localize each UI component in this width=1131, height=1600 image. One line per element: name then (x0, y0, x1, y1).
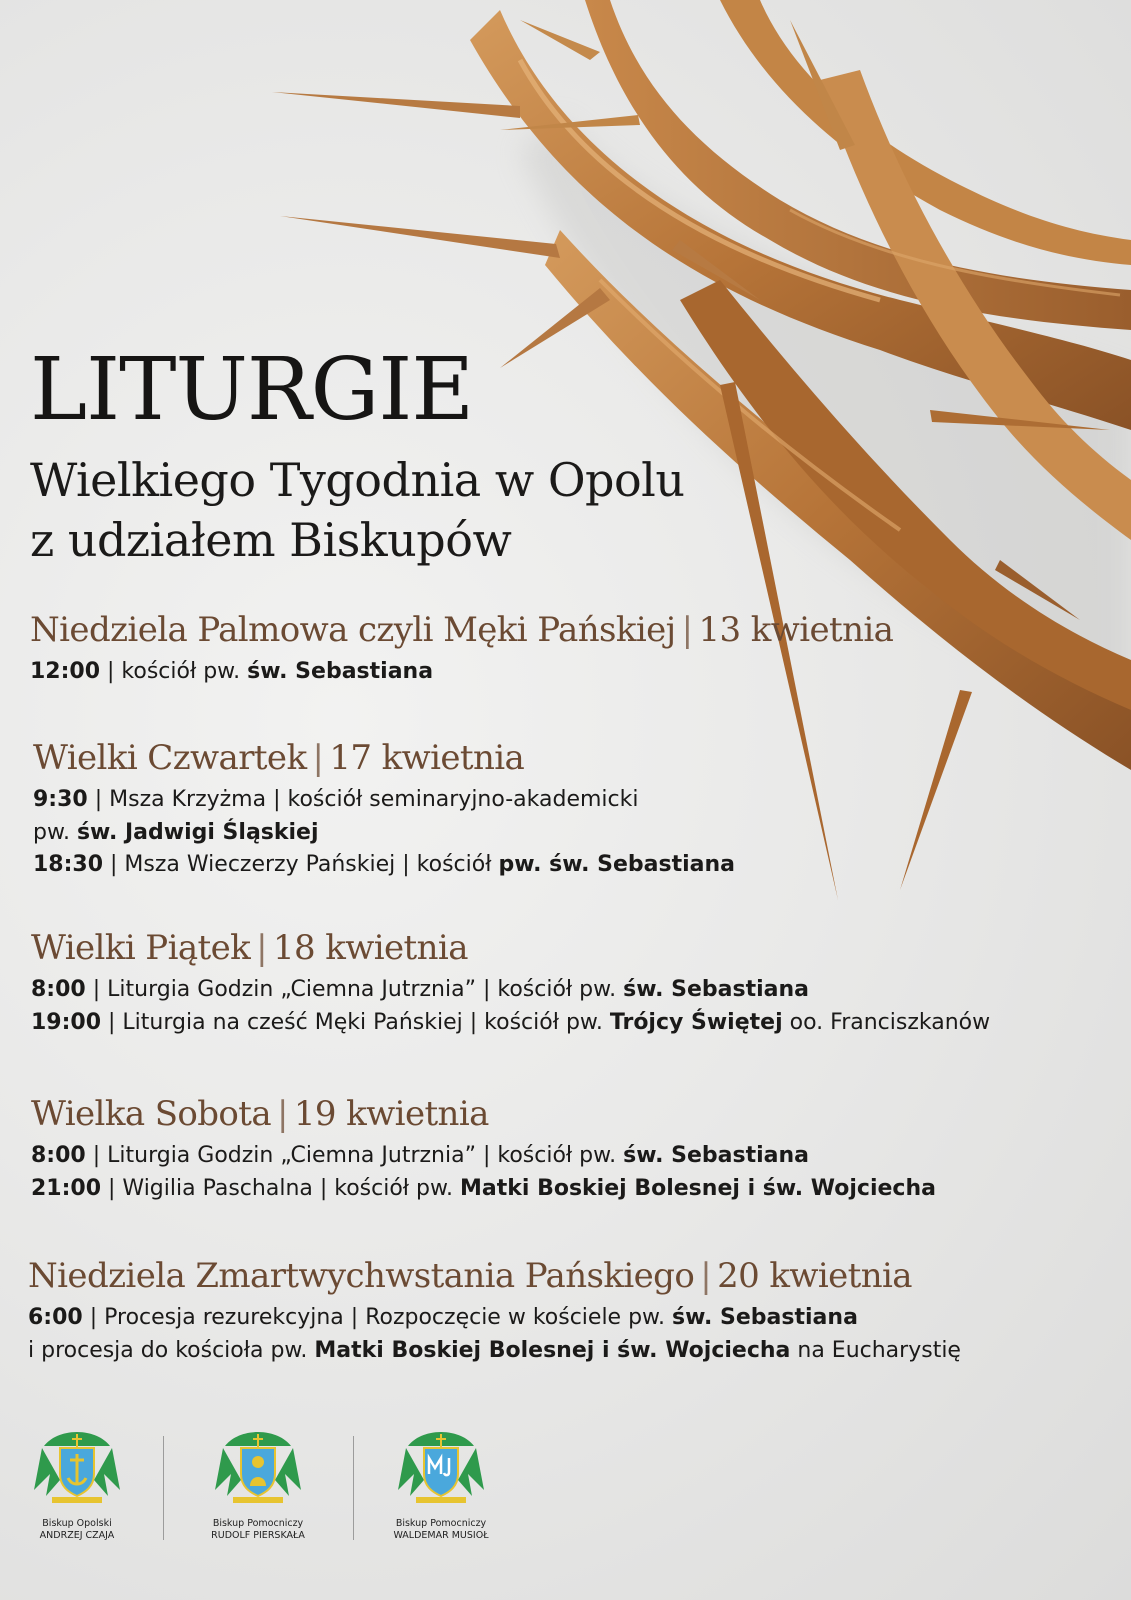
day-heading (33, 738, 1131, 778)
day-date: 19 kwietnia (293, 1094, 489, 1134)
schedule-emphasis: 6:00 (28, 1305, 83, 1330)
bishop-name: ANDRZEJ CZAJA (39, 1530, 115, 1541)
schedule-line (33, 849, 1131, 882)
day-section-good-friday (0, 928, 1131, 1039)
schedule-emphasis: św. Sebastiana (623, 1143, 810, 1168)
bishop-title: Biskup Pomocniczy (212, 1518, 304, 1529)
bishop-title: Biskup Opolski (42, 1518, 112, 1529)
day-section-holy-thursday (0, 738, 1131, 882)
day-section-palm-sunday (0, 610, 1131, 689)
episcopal-coat-of-arms-anchor-icon (32, 1430, 122, 1506)
separator: | (312, 738, 324, 778)
episcopal-coat-of-arms-monogram-icon (396, 1430, 486, 1506)
schedule-line (28, 1335, 1131, 1368)
day-date: 17 kwietnia (329, 738, 525, 778)
schedule-text: | Msza Wieczerzy Pańskiej | kościół (103, 852, 499, 877)
separator: | (681, 610, 693, 650)
day-section-holy-saturday (0, 1094, 1131, 1205)
schedule-line (31, 974, 1131, 1007)
schedule-emphasis: 8:00 (31, 1143, 86, 1168)
schedule-line (31, 1007, 1131, 1040)
schedule-emphasis: Matki Boskiej Bolesnej i św. Wojciecha (314, 1337, 791, 1363)
bishop-name: RUDOLF PIERSKAŁA (211, 1530, 305, 1541)
schedule-emphasis: Matki Boskiej Bolesnej i św. Wojciecha (459, 1175, 936, 1201)
schedule-emphasis: Trójcy Świętej (609, 1009, 783, 1035)
day-heading (30, 610, 1131, 650)
poster-title: LITURGIE (30, 340, 474, 440)
schedule-line (31, 1173, 1131, 1206)
schedule-text: | Liturgia Godzin „Ciemna Jutrznia” | kościół pw. (85, 977, 624, 1002)
poster-subtitle (30, 450, 685, 570)
bishop-title: Biskup Pomocniczy (395, 1518, 487, 1529)
schedule-emphasis: 21:00 (31, 1175, 102, 1201)
day-date: 13 kwietnia (698, 610, 894, 650)
schedule-line (33, 817, 1131, 850)
schedule-emphasis: pw. św. Sebastiana (498, 852, 736, 877)
schedule-emphasis: św. Sebastiana (247, 659, 434, 684)
day-name: Wielki Czwartek (33, 738, 307, 778)
day-heading (31, 928, 1131, 968)
schedule-text: pw. (33, 819, 77, 845)
day-name: Wielki Piątek (31, 928, 251, 968)
day-schedule (33, 784, 1131, 882)
separator: | (700, 1256, 712, 1296)
schedule-text: | Liturgia Godzin „Ciemna Jutrznia” | kościół pw. (85, 1143, 624, 1168)
day-schedule (31, 974, 1131, 1039)
day-schedule (31, 1140, 1131, 1205)
divider (163, 1436, 164, 1540)
schedule-emphasis: 18:30 (33, 852, 104, 877)
day-date: 18 kwietnia (272, 928, 468, 968)
bishop-item (2, 1430, 152, 1542)
day-section-easter-sunday (0, 1256, 1131, 1367)
subtitle-line: Wielkiego Tygodnia w Opolu (30, 453, 685, 507)
episcopal-coat-of-arms-figure-icon (213, 1430, 303, 1506)
schedule-text: oo. Franciszkanów (782, 1009, 991, 1035)
day-heading (31, 1094, 1131, 1134)
separator: | (256, 928, 267, 968)
day-name: Wielka Sobota (31, 1094, 272, 1134)
bishop-item (183, 1430, 333, 1542)
bishop-item (366, 1430, 516, 1542)
day-heading (28, 1256, 1131, 1296)
day-date: 20 kwietnia (717, 1256, 912, 1296)
divider (353, 1436, 354, 1540)
schedule-emphasis: 19:00 (31, 1009, 102, 1035)
schedule-text: | Wigilia Paschalna | kościół pw. (101, 1175, 460, 1201)
schedule-emphasis: św. Jadwigi Śląskiej (76, 819, 319, 845)
bishops-footer (0, 1430, 1131, 1570)
schedule-line (30, 656, 1131, 689)
schedule-line (28, 1302, 1131, 1335)
schedule-line (33, 784, 1131, 817)
schedule-emphasis: św. Sebastiana (672, 1305, 858, 1330)
schedule-text: na Eucharystię (790, 1337, 961, 1363)
day-schedule (28, 1302, 1131, 1367)
schedule-text: | Liturgia na cześć Męki Pańskiej | kościół pw. (101, 1009, 610, 1035)
subtitle-line: z udziałem Biskupów (30, 513, 512, 567)
schedule-text: | Msza Krzyżma | kościół seminaryjno-akademicki (87, 787, 639, 812)
schedule-line (31, 1140, 1131, 1173)
bishop-name: WALDEMAR MUSIOŁ (393, 1530, 489, 1541)
schedule-text: | Procesja rezurekcyjna | Rozpoczęcie w kościele pw. (82, 1305, 673, 1330)
schedule-emphasis: 9:30 (33, 787, 88, 812)
schedule-text: | kościół pw. (100, 659, 248, 684)
schedule-emphasis: św. Sebastiana (623, 977, 810, 1002)
day-schedule (30, 656, 1131, 689)
schedule-emphasis: 12:00 (30, 659, 101, 684)
day-name: Niedziela Zmartwychwstania Pańskiego (28, 1256, 695, 1296)
schedule-text: i procesja do kościoła pw. (28, 1337, 315, 1363)
separator: | (277, 1094, 288, 1134)
schedule-emphasis: 8:00 (31, 977, 86, 1002)
day-name: Niedziela Palmowa czyli Męki Pańskiej (30, 610, 676, 650)
